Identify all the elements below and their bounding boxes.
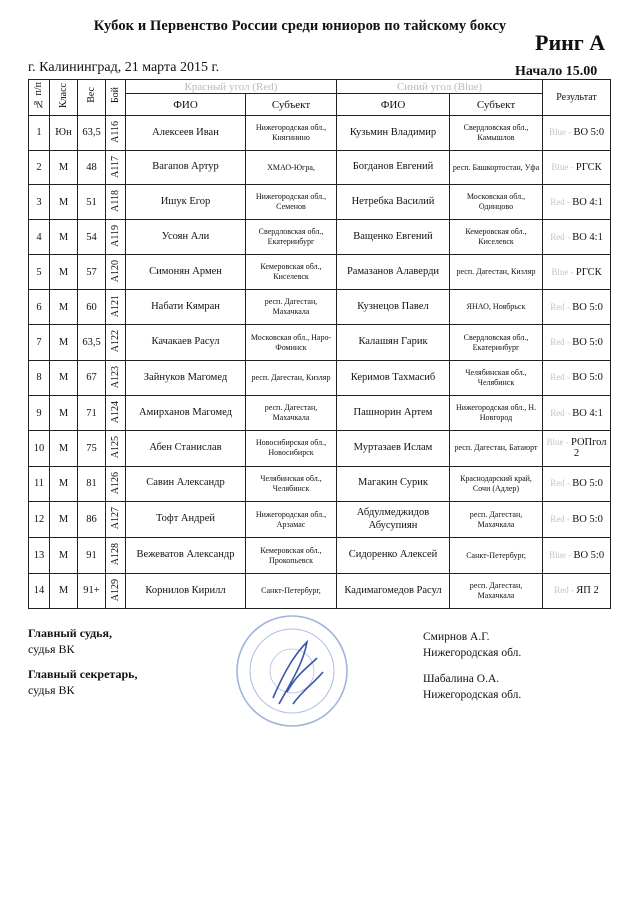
result-cell: Blue - РГСК <box>543 254 611 289</box>
row-bout: A129 <box>106 573 126 608</box>
row-number: 2 <box>29 150 50 185</box>
winner-corner: Red <box>550 407 565 418</box>
row-class: М <box>50 290 78 325</box>
row-bout: A122 <box>106 325 126 360</box>
winner-corner: Red <box>550 372 565 383</box>
blue-fighter-subject: ЯНАО, Ноябрьск <box>450 290 543 325</box>
official-stamp <box>233 612 351 730</box>
row-bout: A119 <box>106 220 126 255</box>
row-number: 10 <box>29 431 50 466</box>
red-fighter-name: Симонян Армен <box>126 254 246 289</box>
red-fighter-subject: Нижегородская обл., Княгинино <box>246 116 337 151</box>
result-value: ВО 5:0 <box>572 301 603 313</box>
red-fighter-subject: Свердловская обл., Екатеринбург <box>246 220 337 255</box>
red-fighter-subject: ХМАО-Югра, <box>246 150 337 185</box>
row-class: М <box>50 325 78 360</box>
row-weight: 67 <box>78 360 106 395</box>
red-fighter-name: Ишук Егор <box>126 185 246 220</box>
red-fighter-name: Вежеватов Александр <box>126 538 246 573</box>
start-time: Начало 15.00 <box>515 64 598 79</box>
row-weight: 60 <box>78 290 106 325</box>
row-class: М <box>50 538 78 573</box>
header-blue-name: ФИО <box>337 94 450 116</box>
row-bout: A125 <box>106 431 126 466</box>
blue-fighter-subject: Санкт-Петербург, <box>450 538 543 573</box>
row-bout: A124 <box>106 396 126 431</box>
result-value: ВО 5:0 <box>572 337 603 349</box>
table-row <box>29 116 611 151</box>
winner-corner: Red <box>550 196 565 207</box>
result-cell: Blue - ВО 5:0 <box>543 116 611 151</box>
blue-fighter-name: Калашян Гарик <box>337 325 450 360</box>
result-cell: Blue - ВО 5:0 <box>543 538 611 573</box>
result-cell: Red - ВО 5:0 <box>543 360 611 395</box>
red-fighter-name: Амирханов Магомед <box>126 396 246 431</box>
row-weight: 91 <box>78 538 106 573</box>
blue-fighter-name: Ващенко Евгений <box>337 220 450 255</box>
red-fighter-subject: респ. Дагестан, Махачкала <box>246 396 337 431</box>
blue-fighter-name: Богданов Евгений <box>337 150 450 185</box>
secretary-sign <box>423 672 521 703</box>
table-row <box>29 466 611 501</box>
winner-corner: Red <box>550 478 565 489</box>
result-value: РГСК <box>575 266 602 278</box>
winner-corner: Red <box>550 337 565 348</box>
red-fighter-subject: Кемеровская обл., Киселевск <box>246 254 337 289</box>
result-value: РГСК <box>575 162 602 174</box>
row-bout: A123 <box>106 360 126 395</box>
row-number: 12 <box>29 501 50 538</box>
ring-label: Ринг А <box>535 30 606 55</box>
row-class: М <box>50 254 78 289</box>
row-class: М <box>50 501 78 538</box>
row-class: М <box>50 220 78 255</box>
red-fighter-subject: Нижегородская обл., Семенов <box>246 185 337 220</box>
row-bout: A120 <box>106 254 126 289</box>
result-cell: Red - ВО 5:0 <box>543 290 611 325</box>
result-value: ВО 5:0 <box>572 478 603 490</box>
blue-fighter-subject: Нижегородская обл., Н. Новгород <box>450 396 543 431</box>
row-bout: A127 <box>106 501 126 538</box>
blue-fighter-name: Сидоренко Алексей <box>337 538 450 573</box>
blue-fighter-subject: Краснодарский край, Сочи (Адлер) <box>450 466 543 501</box>
result-cell: Red - ВО 5:0 <box>543 501 611 538</box>
row-class: М <box>50 573 78 608</box>
winner-corner: Blue <box>551 266 569 277</box>
winner-corner: Blue <box>548 127 566 138</box>
chief-judge-sign <box>423 630 521 661</box>
row-weight: 57 <box>78 254 106 289</box>
red-fighter-name: Тофт Андрей <box>126 501 246 538</box>
row-class: М <box>50 185 78 220</box>
blue-fighter-name: Муртазаев Ислам <box>337 431 450 466</box>
blue-fighter-name: Пашнорин Артем <box>337 396 450 431</box>
table-row <box>29 325 611 360</box>
blue-fighter-name: Абдулмеджидов Абусупиян <box>337 501 450 538</box>
table-row <box>29 360 611 395</box>
chief-judge-block <box>28 625 112 657</box>
table-row <box>29 396 611 431</box>
red-fighter-name: Набати Кямран <box>126 290 246 325</box>
row-number: 5 <box>29 254 50 289</box>
blue-fighter-name: Рамазанов Алаверди <box>337 254 450 289</box>
result-cell: Red - ВО 4:1 <box>543 396 611 431</box>
row-weight: 75 <box>78 431 106 466</box>
chief-judge-title: Главный судья, <box>28 626 113 640</box>
red-fighter-name: Савин Александр <box>126 466 246 501</box>
document-title: Кубок и Первенство России среди юниоров по тайскому боксу <box>93 18 507 34</box>
secretary-block <box>28 666 137 698</box>
red-fighter-subject: Челябинская обл., Челябинск <box>246 466 337 501</box>
header-red-subject: Субъект <box>246 94 337 116</box>
table-row <box>29 150 611 185</box>
row-class: М <box>50 431 78 466</box>
row-bout: A126 <box>106 466 126 501</box>
winner-corner: Blue <box>548 550 566 561</box>
table-row <box>29 254 611 289</box>
result-cell: Blue - РГСК <box>543 150 611 185</box>
row-weight: 91+ <box>78 573 106 608</box>
red-fighter-name: Зайнуков Магомед <box>126 360 246 395</box>
result-value: ВО 5:0 <box>572 372 603 384</box>
winner-corner: Red <box>554 585 569 596</box>
city-date: г. Калининград, 21 марта 2015 г. <box>28 60 220 75</box>
row-weight: 63,5 <box>78 325 106 360</box>
row-bout: A117 <box>106 150 126 185</box>
red-fighter-name: Качакаев Расул <box>126 325 246 360</box>
blue-fighter-subject: Свердловская обл., Екатеринбург <box>450 325 543 360</box>
red-fighter-name: Вагапов Артур <box>126 150 246 185</box>
header-red-name: ФИО <box>126 94 246 116</box>
row-number: 14 <box>29 573 50 608</box>
blue-fighter-name: Кузьмин Владимир <box>337 116 450 151</box>
secretary-region: Нижегородская обл. <box>423 688 522 701</box>
blue-fighter-name: Кузнецов Павел <box>337 290 450 325</box>
row-bout: A116 <box>106 116 126 151</box>
winner-corner: Red <box>550 514 565 525</box>
winner-corner: Blue <box>551 162 569 173</box>
table-row <box>29 501 611 538</box>
result-cell: Red - ВО 5:0 <box>543 325 611 360</box>
row-class: М <box>50 150 78 185</box>
result-value: ВО 4:1 <box>572 407 603 419</box>
table-row <box>29 290 611 325</box>
chief-judge-rank: судья ВК <box>28 642 75 657</box>
red-fighter-subject: Нижегородская обл., Арзамас <box>246 501 337 538</box>
blue-fighter-subject: респ. Дагестан, Батаюрт <box>450 431 543 466</box>
header-result: Результат <box>543 80 611 116</box>
row-number: 4 <box>29 220 50 255</box>
row-class: Юн <box>50 116 78 151</box>
row-weight: 81 <box>78 466 106 501</box>
secretary-rank: судья ВК <box>28 683 75 698</box>
bouts-table <box>28 79 611 609</box>
row-number: 6 <box>29 290 50 325</box>
red-fighter-name: Абен Станислав <box>126 431 246 466</box>
header-blue-subject: Субъект <box>450 94 543 116</box>
result-value: ВО 5:0 <box>573 127 605 139</box>
blue-fighter-subject: респ. Дагестан, Махачкала <box>450 501 543 538</box>
row-bout: A128 <box>106 538 126 573</box>
row-number: 9 <box>29 396 50 431</box>
result-value: ВО 4:1 <box>572 196 603 208</box>
red-fighter-subject: респ. Дагестан, Махачкала <box>246 290 337 325</box>
header-class: Класс <box>50 80 78 116</box>
row-number: 1 <box>29 116 50 151</box>
row-number: 13 <box>29 538 50 573</box>
header-blue-corner: Синий угол (Blue) <box>337 80 543 94</box>
result-cell: Blue - РОПгол 2 <box>543 431 611 466</box>
row-weight: 48 <box>78 150 106 185</box>
blue-fighter-subject: респ. Башкортостан, Уфа <box>450 150 543 185</box>
blue-fighter-subject: респ. Дагестан, Кизляр <box>450 254 543 289</box>
row-weight: 86 <box>78 501 106 538</box>
winner-corner: Red <box>550 231 565 242</box>
red-fighter-subject: Кемеровская обл., Прокопьевск <box>246 538 337 573</box>
row-weight: 54 <box>78 220 106 255</box>
result-value: ЯП 2 <box>576 585 599 597</box>
row-class: М <box>50 466 78 501</box>
chief-judge-name: Смирнов А.Г. <box>423 631 490 643</box>
blue-fighter-name: Керимов Тахмасиб <box>337 360 450 395</box>
row-weight: 71 <box>78 396 106 431</box>
red-fighter-name: Корнилов Кирилл <box>126 573 246 608</box>
header-bout: Бой <box>106 80 126 116</box>
result-value: ВО 5:0 <box>573 550 605 562</box>
chief-judge-region: Нижегородская обл. <box>423 646 522 659</box>
result-cell: Red - ВО 4:1 <box>543 220 611 255</box>
winner-corner: Blue <box>546 437 564 448</box>
red-fighter-subject: респ. Дагестан, Кизляр <box>246 360 337 395</box>
blue-fighter-name: Кадимагомедов Расул <box>337 573 450 608</box>
header-weight: Вес <box>78 80 106 116</box>
row-weight: 51 <box>78 185 106 220</box>
table-row <box>29 573 611 608</box>
result-cell: Red - ЯП 2 <box>543 573 611 608</box>
result-cell: Red - ВО 5:0 <box>543 466 611 501</box>
table-row <box>29 220 611 255</box>
row-number: 8 <box>29 360 50 395</box>
result-value: ВО 5:0 <box>572 514 603 526</box>
red-fighter-subject: Новосибирская обл., Новосибирск <box>246 431 337 466</box>
blue-fighter-subject: респ. Дагестан, Махачкала <box>450 573 543 608</box>
blue-fighter-subject: Московская обл., Одинцово <box>450 185 543 220</box>
result-cell: Red - ВО 4:1 <box>543 185 611 220</box>
header-red-corner: Красный угол (Red) <box>126 80 337 94</box>
row-weight: 63,5 <box>78 116 106 151</box>
blue-fighter-name: Магакин Сурик <box>337 466 450 501</box>
table-row <box>29 431 611 466</box>
row-number: 3 <box>29 185 50 220</box>
result-value: РОПгол 2 <box>571 437 607 460</box>
header-num: № п/п <box>29 80 50 116</box>
red-fighter-name: Усоян Али <box>126 220 246 255</box>
winner-corner: Red <box>550 301 565 312</box>
row-bout: A118 <box>106 185 126 220</box>
red-fighter-subject: Санкт-Петербург, <box>246 573 337 608</box>
blue-fighter-subject: Кемеровская обл., Киселевск <box>450 220 543 255</box>
row-class: М <box>50 360 78 395</box>
red-fighter-name: Алексеев Иван <box>126 116 246 151</box>
blue-fighter-subject: Свердловская обл., Камышлов <box>450 116 543 151</box>
result-value: ВО 4:1 <box>572 231 603 243</box>
row-number: 7 <box>29 325 50 360</box>
secretary-title: Главный секретарь, <box>28 667 138 681</box>
blue-fighter-name: Нетребка Василий <box>337 185 450 220</box>
row-bout: A121 <box>106 290 126 325</box>
secretary-name: Шабалина О.А. <box>423 673 500 685</box>
table-row <box>29 538 611 573</box>
red-fighter-subject: Московская обл., Наро-Фоминск <box>246 325 337 360</box>
table-row <box>29 185 611 220</box>
row-class: М <box>50 396 78 431</box>
row-number: 11 <box>29 466 50 501</box>
blue-fighter-subject: Челябинская обл., Челябинск <box>450 360 543 395</box>
